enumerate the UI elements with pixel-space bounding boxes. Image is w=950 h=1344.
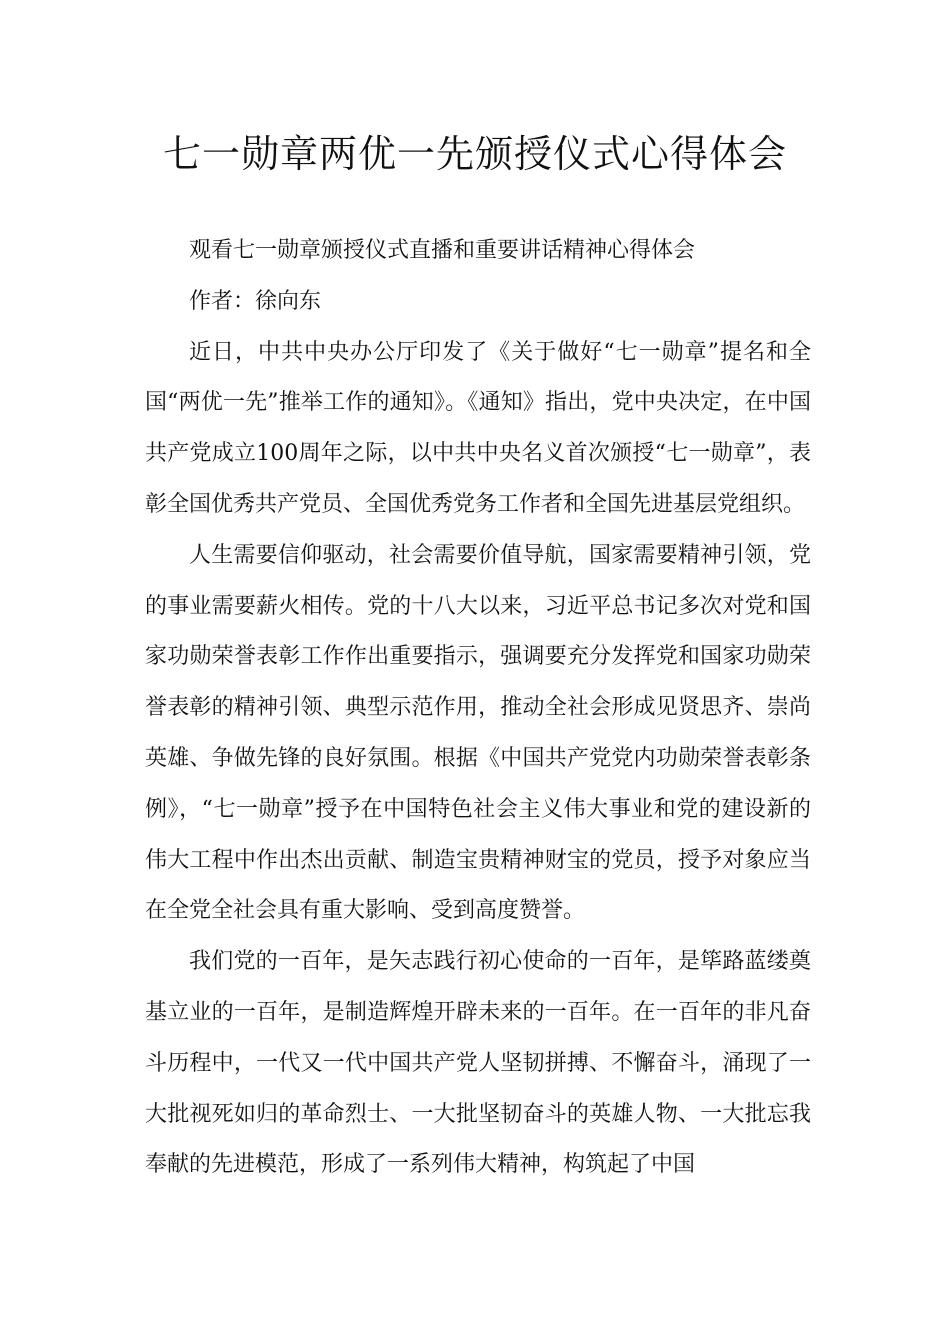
- subtitle-line: 观看七一勋章颁授仪式直播和重要讲话精神心得体会: [189, 238, 696, 263]
- paragraph-1: 近日，中共中央办公厅印发了《关于做好“七一勋章”提名和全国“两优一先”推举工作的通知》。《通知》指出，党中央决定，在中国共产党成立100周年之际，以中共中央名义首次颁授“七一勋章”，表彰全国优秀共产党员、全国优秀党务工作者和全国先进基层党组织。: [145, 339, 811, 517]
- document-body: [145, 226, 811, 1191]
- author-line: 作者：徐向东: [189, 288, 322, 314]
- paragraph-2: 人生需要信仰驱动，社会需要价值导航，国家需要精神引领，党的事业需要薪火相传。党的十八大以来，习近平总书记多次对党和国家功勋荣誉表彰工作作出重要指示，强调要充分发挥党和国家功勋荣誉表彰的精神引领、典型示范作用，推动全社会形成见贤思齐、崇尚英雄、争做先锋的良好氛围。根据《中国共产党党内功勋荣誉表彰条例》，“七一勋章”授予在中国特色社会主义伟大事业和党的建设新的伟大工程中作出杰出贡献、制造宝贵精神财宝的党员，授予对象应当在全党全社会具有重大影响、受到高度赞誉。: [145, 542, 811, 924]
- paragraph-3: 我们党的一百年，是矢志践行初心使命的一百年，是筚路蓝缕奠基立业的一百年，是制造辉煌开辟未来的一百年。在一百年的非凡奋斗历程中，一代又一代中国共产党人坚韧拼搏、不懈奋斗，涌现了一大批视死如归的革命烈士、一大批坚韧奋斗的英雄人物、一大批忘我奉献的先进模范，形成了一系列伟大精神，构筑起了中国: [145, 949, 811, 1178]
- document-title: 七一勋章两优一先颁授仪式心得体会: [162, 132, 787, 176]
